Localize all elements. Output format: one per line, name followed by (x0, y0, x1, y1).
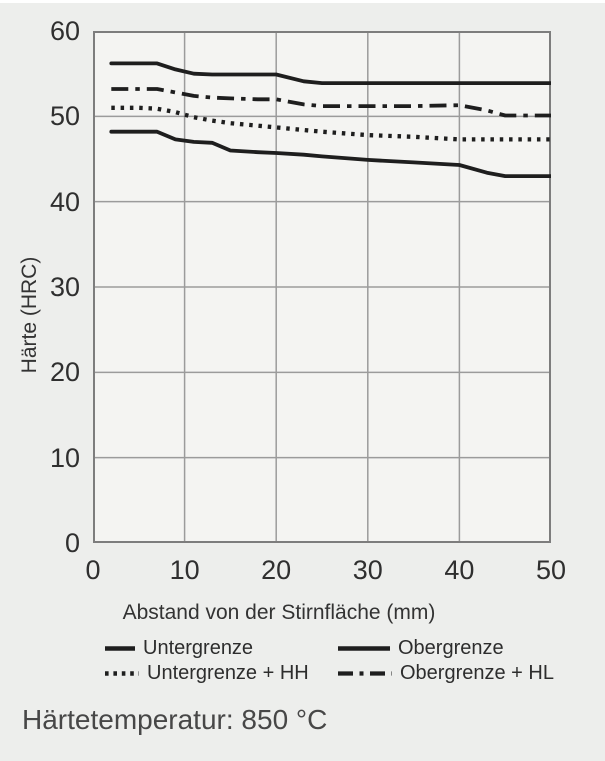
legend-swatch-solid-long-icon (337, 644, 391, 653)
legend-item-obergrenze-hl (337, 661, 554, 685)
x-tick-50: 50 (535, 555, 567, 585)
y-tick-30: 30 (49, 272, 80, 302)
x-tick-20: 20 (261, 555, 292, 585)
y-tick-10: 10 (49, 442, 80, 473)
plot-area-svg (93, 31, 551, 543)
y-axis-title: Härte (HRC) (18, 256, 41, 374)
x-tick-0: 0 (85, 555, 101, 585)
x-tick-10: 10 (169, 555, 200, 585)
legend-swatch-dotted-icon (104, 669, 140, 678)
legend-label: Untergrenze + HH (147, 661, 309, 684)
chart-legend (104, 636, 554, 685)
y-tick-60: 60 (49, 16, 80, 46)
legend-swatch-solid-short-icon (104, 644, 136, 653)
y-tick-40: 40 (49, 186, 80, 217)
legend-item-untergrenze (104, 636, 337, 660)
series-line-obergrenze (111, 63, 551, 83)
legend-label: Obergrenze + HL (400, 661, 554, 684)
y-tick-0: 0 (64, 528, 80, 558)
legend-swatch-dashdot-icon (337, 669, 393, 678)
x-axis-title: Abstand von der Stirnfläche (mm) (122, 601, 436, 624)
chart-caption: Härtetemperatur: 850 °C (22, 704, 328, 735)
legend-item-obergrenze (337, 636, 554, 660)
x-tick-40: 40 (444, 555, 475, 585)
plot-area (93, 31, 551, 543)
x-tick-30: 30 (352, 555, 383, 585)
y-tick-50: 50 (49, 101, 80, 132)
series-line-untergrenze (111, 132, 551, 176)
page-top-edge (0, 0, 605, 3)
legend-item-untergrenze-hh (104, 661, 337, 685)
legend-label: Untergrenze (143, 636, 254, 659)
legend-label: Obergrenze (398, 636, 504, 659)
series-line-untergrenze-hh (111, 108, 551, 140)
y-tick-20: 20 (49, 357, 80, 388)
